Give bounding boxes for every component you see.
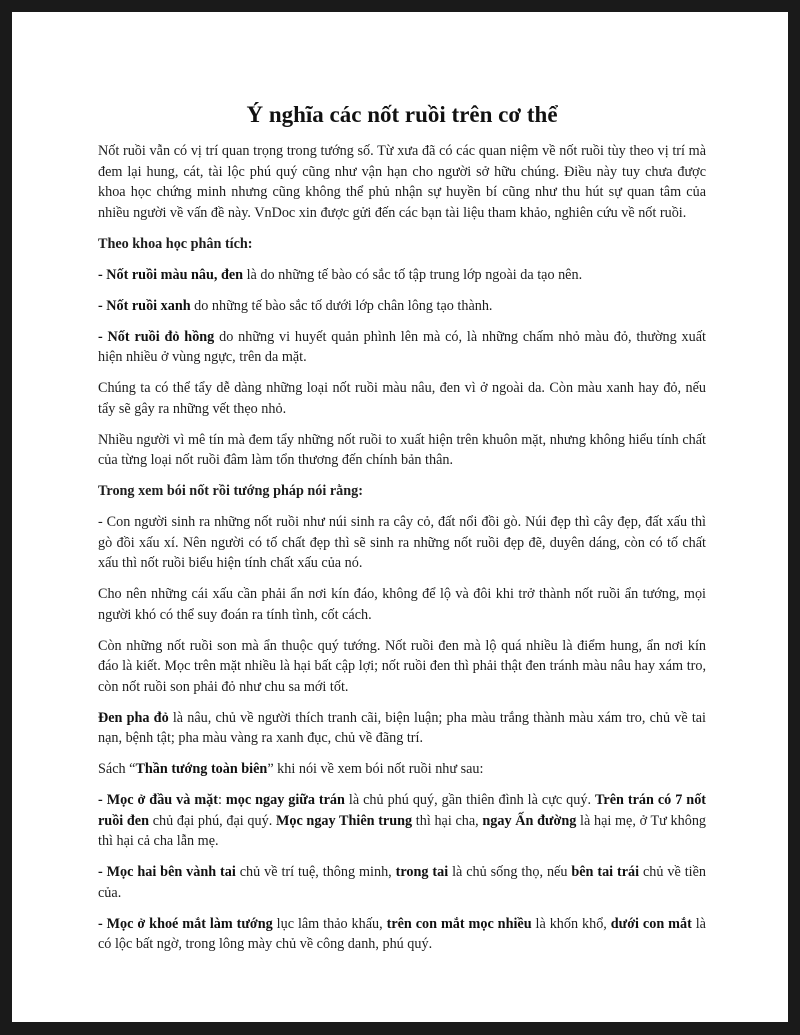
ear-t2: là chủ sống thọ, nếu <box>448 864 572 880</box>
eye-paragraph <box>98 914 706 955</box>
document-title: Ý nghĩa các nốt ruồi trên cơ thể <box>246 102 558 127</box>
head-face-t3: chủ đại phú, đại quý. <box>149 812 276 829</box>
book-title: Thần tướng toàn biên <box>135 761 268 777</box>
eye-t1: lục lâm thảo khấu, <box>272 915 387 932</box>
ear-t1: chủ về trí tuệ, thông minh, <box>235 864 396 880</box>
eye-t2: là khốn khổ, <box>531 915 611 932</box>
ear-t3: chủ về tiền của. <box>98 864 706 901</box>
head-face-t4: thì hại cha, <box>412 812 483 829</box>
eye-b1: - Mọc ở khoé mắt làm tướng <box>98 915 273 932</box>
eye-t3: là có lộc bất ngờ, trong lông mày chủ về công danh, phú quý. <box>98 915 706 952</box>
science-item-red <box>98 327 706 368</box>
red-mole-paragraph: Còn những nốt ruồi son mà ẩn thuộc quý tướng. Nốt ruồi đen mà lộ quá nhiều là điểm hung, ẩn nơi kín đáo là kiết. Mọc trên mặt nhiều là hại bất cập lợi; nốt ruồi đen thì phải thật đen tránh màu nâu hay xám tro, còn nốt ruồi son phải đỏ như chu sa mới tốt. <box>98 637 706 695</box>
head-face-b4: Mọc ngay Thiên trung <box>275 812 413 829</box>
science-item-brown-text: là do những tế bào có sắc tố tập trung lớp ngoài da tạo nên. <box>243 266 583 283</box>
intro-paragraph: Nốt ruồi vẫn có vị trí quan trọng trong tướng số. Từ xưa đã có các quan niệm về nốt ruồi tùy theo vị trí mà đem lại hung, cát, tài lộc phú quý cũng như vận hạn cho người sở hữu chúng. Điều này tuy chưa được khoa học chứng minh nhưng cũng không thể phủ nhận sự huyền bí cũng như thu hút sự quan tâm của nhiều người về vấn đề này. VnDoc xin được gửi đến các bạn tài liệu tham khảo, nghiên cứu về nốt ruồi. <box>98 143 706 221</box>
mountains-paragraph: - Con người sinh ra những nốt ruồi như núi sinh ra cây cỏ, đất nổi đồi gò. Núi đẹp thì cây đẹp, đất xấu thì gò đồi xấu xí. Nên người có tố chất đẹp thì sẽ sinh ra những nốt ruồi đẹp đẽ, duyên dáng, còn có tố chất xấu thì nốt ruồi biểu hiện tính chất xấu của nó. <box>98 514 706 571</box>
head-face-b3: Trên trán có 7 nốt ruồi đen <box>98 792 707 829</box>
fortune-heading: Trong xem bói nốt rồi tướng pháp nói rằng: <box>98 483 363 499</box>
head-face-b1: - Mọc ở đầu và mặt <box>98 792 218 808</box>
color-mix-label: Đen pha đỏ <box>98 709 169 726</box>
hidden-paragraph: Cho nên những cái xấu cần phải ẩn nơi kín đáo, không để lộ và đôi khi trở thành nốt ruồi ẩn tướng, mọi người khó có thể suy đoán ra tính tình, cốt cách. <box>98 586 706 623</box>
ear-b2: trong tai <box>395 864 449 880</box>
color-mix-paragraph <box>98 708 706 749</box>
book-pre: Sách “ <box>98 761 136 777</box>
science-item-blue-label: - Nốt ruồi xanh <box>98 297 191 314</box>
book-paragraph <box>98 759 706 780</box>
head-face-t2: là chủ phú quý, gần thiên đình là cực quý. <box>344 792 595 808</box>
eye-b3: dưới con mắt <box>610 915 692 932</box>
removal-paragraph: Chúng ta có thể tẩy dễ dàng những loại nốt ruồi màu nâu, đen vì ở ngoài da. Còn màu xanh hay đỏ, nếu tẩy sẽ gây ra những vết thẹo nhỏ. <box>98 380 706 417</box>
science-item-blue <box>98 296 706 317</box>
science-item-brown <box>98 265 706 286</box>
science-item-red-label: - Nốt ruồi đỏ hồng <box>98 328 215 345</box>
science-item-brown-label: - Nốt ruồi màu nâu, đen <box>98 266 244 283</box>
eye-b2: trên con mắt mọc nhiều <box>386 915 532 932</box>
color-mix-text: là nâu, chủ về người thích tranh cãi, biện luận; pha màu trắng thành màu xám tro, chủ về tai nạn, bệnh tật; pha màu vàng ra xanh đục, chủ về đãng trí. <box>98 709 706 746</box>
science-heading: Theo khoa học phân tích: <box>98 235 253 252</box>
head-face-b5: ngay Ấn đường <box>482 812 577 829</box>
science-item-red-text: do những vi huyết quản phình lên mà có, là những chấm nhỏ màu đỏ, thường xuất hiện nhiều ở vùng ngực, trên da mặt. <box>98 328 706 365</box>
head-face-t1: : <box>217 792 226 808</box>
ear-b1: - Mọc hai bên vành tai <box>98 864 236 880</box>
head-face-t5: là hại mẹ, ở Tư không thì hại cả cha lẫn mẹ. <box>98 812 707 849</box>
ear-paragraph <box>98 862 706 903</box>
head-face-b2: mọc ngay giữa trán <box>225 792 345 808</box>
science-item-blue-text: do những tế bào sắc tố dưới lớp chân lông tạo thành. <box>190 297 493 314</box>
head-face-paragraph <box>98 790 706 852</box>
document-page <box>12 12 788 1022</box>
superstition-paragraph: Nhiều người vì mê tín mà đem tẩy những nốt ruồi to xuất hiện trên khuôn mặt, nhưng không hiểu tính chất của từng loại nốt ruồi đâm làm tổn thương đến chính bản thân. <box>98 431 706 468</box>
ear-b3: bên tai trái <box>571 864 640 880</box>
book-post: ” khi nói về xem bói nốt ruồi như sau: <box>267 761 484 777</box>
